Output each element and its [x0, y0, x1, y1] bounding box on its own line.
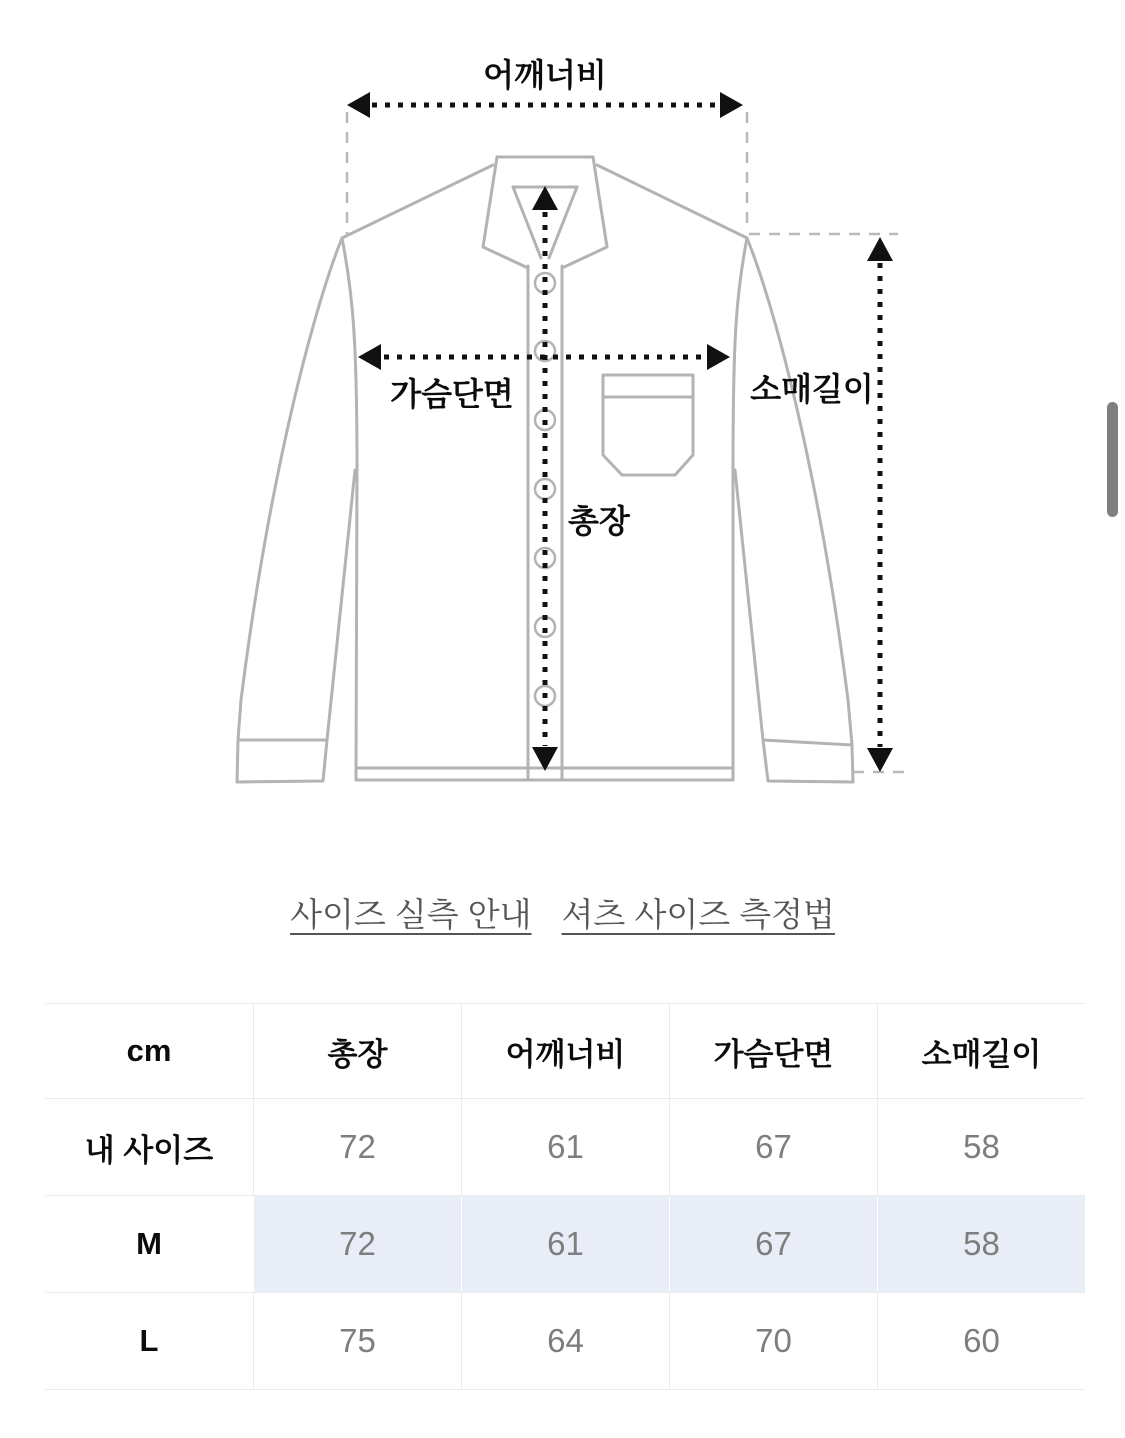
cell-value: 72 — [253, 1099, 461, 1196]
row-label-l: L — [45, 1293, 253, 1390]
col-header-total-length: 총장 — [253, 1003, 461, 1099]
shirt-measure-method-link[interactable]: 셔츠 사이즈 측정법 — [561, 896, 835, 933]
cell-value: 75 — [253, 1293, 461, 1390]
row-label-my-size: 내 사이즈 — [45, 1099, 253, 1196]
scrollbar-thumb[interactable] — [1107, 402, 1118, 517]
table-row-m — [45, 1196, 1085, 1293]
size-table-header-row — [45, 1003, 1085, 1099]
cell-value: 61 — [461, 1099, 669, 1196]
shoulder-width-arrow — [347, 92, 743, 118]
cell-value-highlighted: 67 — [669, 1196, 877, 1293]
cell-value: 67 — [669, 1099, 877, 1196]
cell-value: 60 — [877, 1293, 1085, 1390]
cell-value: 58 — [877, 1099, 1085, 1196]
shoulder-width-label: 어깨너비 — [483, 57, 607, 93]
table-row-my-size — [45, 1099, 1085, 1196]
cell-value-highlighted: 61 — [461, 1196, 669, 1293]
cell-value-highlighted: 72 — [253, 1196, 461, 1293]
chest-width-label: 가슴단면 — [390, 376, 514, 412]
col-header-cm: cm — [45, 1003, 253, 1099]
cell-value-highlighted: 58 — [877, 1196, 1085, 1293]
table-row-l — [45, 1293, 1085, 1390]
cell-value: 64 — [461, 1293, 669, 1390]
size-table — [45, 1003, 1085, 1390]
col-header-sleeve: 소매길이 — [877, 1003, 1085, 1099]
row-label-m: M — [45, 1196, 253, 1293]
total-length-label: 총장 — [568, 503, 630, 539]
cell-value: 70 — [669, 1293, 877, 1390]
sleeve-length-label: 소매길이 — [750, 371, 874, 407]
col-header-shoulder: 어깨너비 — [461, 1003, 669, 1099]
size-measure-guide-link[interactable]: 사이즈 실측 안내 — [290, 896, 532, 933]
col-header-chest: 가슴단면 — [669, 1003, 877, 1099]
sleeve-length-arrow — [867, 237, 893, 772]
size-links-row — [0, 889, 1125, 936]
